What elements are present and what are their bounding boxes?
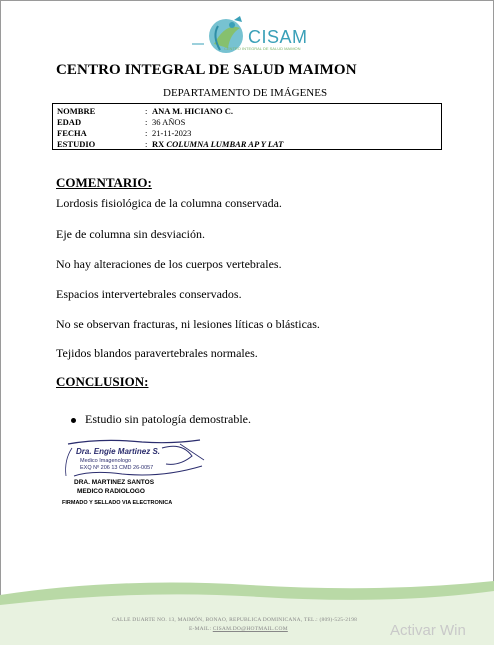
age-label: EDAD: [57, 117, 82, 127]
patient-info-box: [52, 103, 442, 150]
comment-heading: COMENTARIO:: [56, 175, 152, 190]
comment-line: Espacios intervertebrales conservados.: [56, 287, 242, 301]
comment-line: Eje de columna sin desviación.: [56, 227, 205, 241]
comment-line: No se observan fracturas, ni lesiones líticas o blásticas.: [56, 317, 320, 331]
date-label: FECHA: [57, 128, 87, 138]
doctor-name: DRA. MARTINEZ SANTOS: [74, 479, 155, 486]
stamp-license: EXQ Nº 206 13 CMD 26-0057: [80, 465, 154, 471]
colon: :: [145, 106, 148, 116]
signed-note: FIRMADO Y SELLADO VIA ELECTRONICA: [62, 500, 173, 506]
study-label: ESTUDIO: [57, 139, 96, 149]
name-label: NOMBRE: [57, 106, 96, 116]
stamp-name: Dra. Engie Martinez S.: [76, 447, 161, 456]
logo-subtitle: CENTRO INTEGRAL DE SALUD MAIMON: [224, 46, 301, 51]
conclusion-heading: CONCLUSION:: [56, 374, 149, 389]
footer-address: CALLE DUARTE NO. 13, MAIMÓN, BONAO, REPUBLICA DOMINICANA, TEL.: (809)-525-2198: [112, 617, 358, 623]
comment-line: Tejidos blandos paravertebrales normales.: [56, 346, 258, 360]
doctor-role: MEDICO RADIOLOGO: [77, 488, 145, 495]
email-prefix: E-MAIL:: [189, 626, 213, 632]
stamp-specialty: Medico Imagenologo: [80, 458, 132, 464]
colon: :: [145, 139, 148, 149]
bullet-icon: [71, 418, 76, 423]
comment-line: Lordosis fisiológica de la columna conservada.: [56, 196, 282, 210]
email-link[interactable]: CISAM.DO@HOTMAIL.COM: [212, 626, 288, 632]
colon: :: [145, 128, 148, 138]
name-value: ANA M. HICIANO C.: [152, 106, 233, 116]
footer-email-line: [189, 626, 288, 632]
date-value: 21-11-2023: [152, 128, 192, 138]
study-value-wrap: [152, 139, 283, 149]
study-value: COLUMNA LUMBAR AP Y LAT: [166, 139, 284, 149]
logo-name: CISAM: [248, 27, 308, 47]
comment-line: No hay alteraciones de los cuerpos vertebrales.: [56, 257, 282, 271]
conclusion-item: Estudio sin patología demostrable.: [85, 412, 251, 426]
study-prefix: RX: [152, 139, 165, 149]
windows-activation-watermark: Activar Win: [390, 622, 466, 639]
age-value: 36 AÑOS: [152, 117, 186, 127]
colon: :: [145, 117, 148, 127]
department-label: DEPARTAMENTO DE IMÁGENES: [163, 87, 328, 99]
page-title: CENTRO INTEGRAL DE SALUD MAIMON: [56, 62, 357, 78]
